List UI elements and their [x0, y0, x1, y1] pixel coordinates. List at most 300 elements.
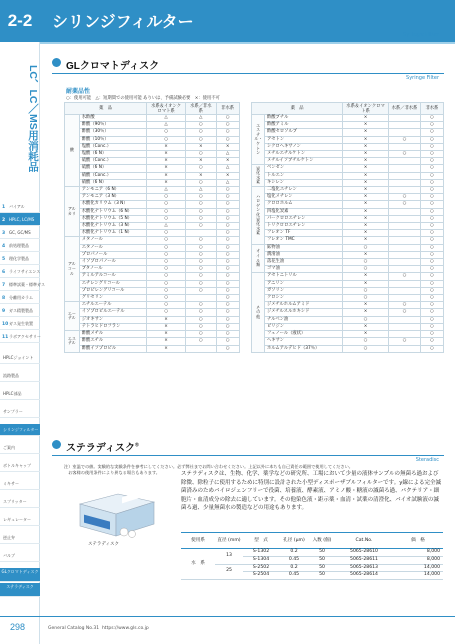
- nav-chapter-number: 8: [2, 296, 6, 301]
- resistance-symbol: ○: [420, 165, 443, 172]
- resistance-symbol: ○: [186, 151, 217, 158]
- chemical-name: 酢酸イソプロピル: [79, 345, 146, 352]
- resistance-symbol: ×: [342, 136, 388, 143]
- resistance-symbol: [389, 122, 421, 129]
- qty-cell: 50: [309, 549, 335, 557]
- resistance-symbol: ○: [186, 208, 217, 215]
- resistance-symbol: ×: [342, 158, 388, 165]
- resistance-symbol: ×: [186, 158, 217, 165]
- resistance-symbol: ○: [216, 129, 239, 136]
- resistance-symbol: ○: [216, 194, 239, 201]
- resistance-symbol: ○: [342, 259, 388, 266]
- resistance-symbol: ○: [216, 295, 239, 302]
- resistance-symbol: ○: [389, 273, 421, 280]
- nav-chapter-label: 分離用カラム: [9, 295, 33, 300]
- chemical-name: ナルベン油: [264, 316, 342, 323]
- nav-chapter-label: ガス発生装置: [9, 321, 33, 326]
- resistance-symbol: ○: [186, 323, 217, 330]
- chemical-name: パークロロエチレン: [264, 215, 342, 222]
- resistance-symbol: ○: [216, 287, 239, 294]
- resistance-symbol: ○: [389, 194, 421, 201]
- resistance-symbol: [389, 295, 421, 302]
- qty-cell: 50: [309, 556, 335, 564]
- resistance-symbol: ○: [216, 338, 239, 345]
- resistance-symbol: ○: [186, 273, 217, 280]
- chemical-name: クロロホルム: [264, 201, 342, 208]
- nav-chapter-number: 1: [2, 205, 6, 210]
- resistance-symbol: ○: [420, 273, 443, 280]
- resistance-symbol: ○: [147, 273, 186, 280]
- col-model: 型 式: [243, 533, 279, 549]
- resistance-symbol: ×: [147, 179, 186, 186]
- resistance-symbol: ○: [216, 273, 239, 280]
- chemical-name: 酢酸（10％）: [79, 136, 146, 143]
- resistance-symbol: ○: [420, 208, 443, 215]
- resistance-symbol: △: [216, 151, 239, 158]
- resistance-symbol: ○: [147, 237, 186, 244]
- chemical-name: シクロヘキサノン: [264, 143, 342, 150]
- product-header-row: [181, 533, 443, 549]
- resistance-symbol: △: [147, 223, 186, 230]
- model-cell: S-2502: [243, 564, 279, 572]
- resistance-symbol: ○: [420, 129, 443, 136]
- resistance-symbol: ○: [147, 309, 186, 316]
- group-label: アルコール: [65, 237, 80, 302]
- chemical-name: トリクロロエチレン: [264, 223, 342, 230]
- resistance-symbol: ○: [186, 194, 217, 201]
- resistance-symbol: ×: [186, 172, 217, 179]
- resistance-symbol: ×: [342, 309, 388, 316]
- resistance-symbol: [389, 316, 421, 323]
- resistance-symbol: ×: [342, 179, 388, 186]
- nav-chapter-7[interactable]: [0, 278, 45, 291]
- resistance-symbol: ○: [420, 287, 443, 294]
- resistance-symbol: [389, 115, 421, 122]
- resistance-symbol: [389, 158, 421, 165]
- nav-chapter-number: 3: [2, 231, 6, 236]
- nav-sub-item[interactable]: ステラディスク: [0, 583, 40, 597]
- resistance-symbol: [389, 237, 421, 244]
- chemical-resistance-table: [64, 102, 444, 353]
- chemical-name: エタノール: [79, 244, 146, 251]
- resistance-symbol: ○: [420, 115, 443, 122]
- resistance-symbol: ○: [420, 143, 443, 150]
- resistance-symbol: ○: [216, 251, 239, 258]
- resistance-symbol: [389, 280, 421, 287]
- resistance-symbol: ○: [420, 215, 443, 222]
- chemical-name: フレオン TMC: [264, 237, 342, 244]
- resistance-symbol: ×: [216, 158, 239, 165]
- resistance-symbol: △: [186, 115, 217, 122]
- chapter-category: LC、LC／MS用消耗品: [27, 64, 39, 172]
- resistance-symbol: ○: [216, 302, 239, 309]
- resistance-symbol: ○: [216, 115, 239, 122]
- catno-cell: 5065-28611: [335, 556, 393, 564]
- nav-sub-item[interactable]: サンプラー: [0, 406, 40, 418]
- chemical-name: 酢酸ブチル: [264, 115, 342, 122]
- resistance-symbol: [389, 266, 421, 273]
- resistance-symbol: ×: [342, 280, 388, 287]
- section2-title: ステラディスク®: [66, 442, 139, 454]
- section2-rule: [52, 455, 444, 456]
- resistance-symbol: ○: [389, 338, 421, 345]
- resistance-symbol: ○: [420, 136, 443, 143]
- resistance-symbol: ○: [186, 280, 217, 287]
- resistance-symbol: [389, 251, 421, 258]
- section2-title-en: Steradisc: [415, 457, 439, 463]
- resistance-symbol: ○: [216, 201, 239, 208]
- resistance-symbol: ×: [342, 172, 388, 179]
- nav-chapter-label: バイアル: [9, 204, 25, 209]
- chemical-name: 水酸化カリウム（3 N）: [79, 201, 146, 208]
- resistance-symbol: ×: [342, 208, 388, 215]
- resistance-symbol: ○: [147, 295, 186, 302]
- nav-chapter-11[interactable]: [0, 330, 40, 343]
- chemical-name: ジメチルスルホキシド: [264, 309, 342, 316]
- resistance-symbol: ○: [147, 244, 186, 251]
- chemical-name: テトラヒドロフラン: [79, 323, 146, 330]
- chemical-name: アニリン: [264, 280, 342, 287]
- resistance-symbol: ○: [216, 208, 239, 215]
- table-row: [181, 564, 443, 572]
- col-header-nonaq: 非水系: [216, 103, 239, 115]
- resistance-symbol: ○: [389, 309, 421, 316]
- group-label: 酸: [65, 115, 80, 187]
- section-bullet-icon: [52, 440, 61, 449]
- chemical-name: イソプロパノール: [79, 259, 146, 266]
- resistance-symbol: ×: [342, 115, 388, 122]
- page-title: シリンジフィルター: [52, 14, 194, 31]
- chemical-name: フェノール（液状）: [264, 331, 342, 338]
- resistance-symbol: ○: [216, 280, 239, 287]
- nav-sub-item[interactable]: 流路製品: [0, 370, 40, 382]
- resistance-symbol: ○: [420, 331, 443, 338]
- resistance-symbol: ○: [186, 237, 217, 244]
- resistance-symbol: ○: [420, 251, 443, 258]
- resistance-symbol: [389, 331, 421, 338]
- resistance-symbol: ○: [420, 172, 443, 179]
- chemical-name: メタノール: [79, 237, 146, 244]
- page-title-en: Syringe Filter: [402, 32, 439, 38]
- resistance-symbol: ×: [147, 316, 186, 323]
- chemical-name: 二塩化エチレン: [264, 187, 342, 194]
- group-label: エステル・ケトン: [252, 115, 265, 165]
- nav-sub-item[interactable]: バルブ: [0, 550, 40, 562]
- resistance-symbol: ○: [147, 208, 186, 215]
- chemical-name: ベンゼン: [264, 165, 342, 172]
- resistance-symbol: ○: [342, 244, 388, 251]
- resistance-symbol: ○: [216, 266, 239, 273]
- resistance-symbol: ○: [389, 302, 421, 309]
- resistance-symbol: ○: [389, 201, 421, 208]
- nav-chapter-label: ライフサイエンス: [9, 269, 41, 274]
- model-cell: S-1304: [243, 556, 279, 564]
- chemical-name: エチレングリコール: [79, 280, 146, 287]
- nav-sub-item[interactable]: レギュレーター: [0, 514, 40, 526]
- chemical-name: メチルイソブチルケトン: [264, 158, 342, 165]
- nav-chapter-3[interactable]: [0, 226, 40, 239]
- resistance-symbol: [389, 215, 421, 222]
- resistance-symbol: ×: [342, 273, 388, 280]
- resistance-symbol: ×: [147, 143, 186, 150]
- resistance-symbol: ○: [147, 280, 186, 287]
- resistance-symbol: ○: [420, 151, 443, 158]
- resistance-symbol: ○: [342, 287, 388, 294]
- nav-chapter-number: 9: [2, 309, 6, 314]
- resistance-symbol: ○: [186, 331, 217, 338]
- resistance-symbol: [389, 129, 421, 136]
- resistance-symbol: [186, 230, 217, 237]
- nav-sub-item[interactable]: ご案内: [0, 442, 40, 454]
- resistance-symbol: ×: [147, 151, 186, 158]
- table-header-row: [65, 103, 444, 115]
- resistance-symbol: ○: [420, 187, 443, 194]
- resistance-symbol: ×: [342, 237, 388, 244]
- nav-chapter-label: GC, GC/MS: [9, 230, 31, 235]
- nav-chapter-10[interactable]: [0, 317, 40, 330]
- chemical-name: ジメチルホルムアミド: [264, 302, 342, 309]
- resistance-symbol: ○: [186, 244, 217, 251]
- resistance-symbol: ○: [186, 165, 217, 172]
- chemical-name: ホルムアルデヒド（37％）: [264, 345, 342, 352]
- qty-cell: 50: [309, 564, 335, 572]
- col-header-aq-nonaq-2: 水系／非水系: [389, 103, 421, 115]
- chemical-name: 塩酸（6 N）: [79, 151, 146, 158]
- chemical-name: ジオキサン: [79, 316, 146, 323]
- resistance-symbol: ○: [420, 266, 443, 273]
- resistance-symbol: ○: [186, 179, 217, 186]
- nav-chapter-9[interactable]: [0, 304, 40, 317]
- nav-chapter-number: 10: [2, 322, 9, 327]
- diameter-cell: 13: [215, 549, 243, 565]
- resistance-symbol: ×: [147, 165, 186, 172]
- nav-chapter-8[interactable]: [0, 291, 40, 304]
- resistance-symbol: ×: [147, 331, 186, 338]
- resistance-symbol: ○: [216, 187, 239, 194]
- chemical-name: 硝酸（6 N）: [79, 179, 146, 186]
- chapter-tab: 2-2: [0, 0, 40, 42]
- nav-sub-item[interactable]: シリンジフィルター: [0, 424, 40, 436]
- resistance-symbol: [186, 345, 217, 352]
- resistance-symbol: ○: [186, 223, 217, 230]
- resistance-symbol: △: [216, 165, 239, 172]
- resistance-symbol: ○: [186, 287, 217, 294]
- resistance-symbol: ○: [342, 266, 388, 273]
- catno-cell: 5065-28610: [335, 549, 393, 557]
- system-cell: 水 系: [181, 549, 215, 580]
- col-system: 使用系: [181, 533, 215, 549]
- chemical-name: メチルエチルケトン: [264, 151, 342, 158]
- resistance-symbol: ○: [420, 309, 443, 316]
- resistance-symbol: ○: [342, 295, 388, 302]
- price-cell: 8,000: [393, 556, 443, 564]
- resistance-symbol: ×: [147, 158, 186, 165]
- col-qty: 入数 (個): [309, 533, 335, 549]
- chemical-name: アミルアルコール: [79, 273, 146, 280]
- resistance-symbol: ○: [420, 323, 443, 330]
- resistance-symbol: ○: [147, 302, 186, 309]
- resistance-symbol: ○: [389, 151, 421, 158]
- chemical-name: ブタノール: [79, 266, 146, 273]
- table-row: [65, 115, 444, 122]
- chemical-name: 水酸化ナトリウム（3 N）: [79, 223, 146, 230]
- resistance-symbol: ○: [186, 266, 217, 273]
- nav-sub-item[interactable]: 逆止弁: [0, 532, 40, 544]
- resistance-symbol: ○: [420, 345, 443, 352]
- resistance-symbol: ×: [342, 187, 388, 194]
- group-label: アルカリ: [65, 187, 80, 237]
- nav-sub-item[interactable]: HPLCジョイント: [0, 352, 40, 364]
- resistance-symbol: ×: [342, 331, 388, 338]
- resistance-symbol: ○: [186, 309, 217, 316]
- resistance-symbol: ○: [420, 259, 443, 266]
- product-image: [74, 482, 160, 540]
- resistance-symbol: [186, 295, 217, 302]
- resistance-symbol: ×: [342, 215, 388, 222]
- chemical-name: アセトニトリル: [264, 273, 342, 280]
- resistance-symbol: ×: [342, 143, 388, 150]
- resistance-symbol: ○: [147, 129, 186, 136]
- resistance-symbol: ○: [186, 302, 217, 309]
- resistance-symbol: ○: [147, 266, 186, 273]
- resistance-symbol: ○: [342, 345, 388, 352]
- section1-title: GLクロマトディスク: [66, 61, 160, 72]
- resistance-symbol: [389, 244, 421, 251]
- resistance-symbol: ×: [186, 143, 217, 150]
- product-image-caption: ステラディスク: [88, 542, 120, 547]
- resistance-symbol: ×: [342, 194, 388, 201]
- table-row: [181, 549, 443, 557]
- resistance-symbol: ○: [420, 338, 443, 345]
- resistance-symbol: ○: [186, 316, 217, 323]
- resistance-symbol: ○: [216, 136, 239, 143]
- table-row: [65, 187, 444, 194]
- nav-chapter-label: 理化学製品: [9, 256, 29, 261]
- nav-chapter-number: 4: [2, 244, 6, 249]
- footer-url[interactable]: https://www.gls.co.jp: [101, 626, 149, 631]
- chemical-name: 水酸化ナトリウム（6 N）: [79, 208, 146, 215]
- resistance-symbol: ×: [342, 302, 388, 309]
- resistance-heading: 耐薬品性: [66, 88, 91, 95]
- resistance-symbol: ○: [216, 230, 239, 237]
- resistance-symbol: ○: [186, 122, 217, 129]
- pore-cell: 0.2: [279, 549, 309, 557]
- model-cell: S-2504: [243, 572, 279, 580]
- resistance-symbol: ○: [420, 316, 443, 323]
- resistance-symbol: ×: [342, 230, 388, 237]
- nav-chapter-label: 標準試薬・標準ガス: [9, 282, 45, 287]
- chemical-name: ガソリン: [264, 287, 342, 294]
- col-catno: Cat.No.: [335, 533, 393, 549]
- page-header: [40, 0, 455, 42]
- resistance-symbol: ×: [342, 122, 388, 129]
- chemical-name: 潤滑油: [264, 251, 342, 258]
- resistance-symbol: ×: [342, 323, 388, 330]
- chemical-name: エチルエーテル: [79, 302, 146, 309]
- group-label: オイル類: [252, 244, 265, 273]
- nav-chapter-number: 2: [2, 218, 6, 223]
- resistance-symbol: ×: [342, 129, 388, 136]
- resistance-symbol: ○: [420, 280, 443, 287]
- resistance-symbol: ×: [342, 165, 388, 172]
- chemical-name: イソプロピルエーテル: [79, 309, 146, 316]
- chemical-name: 水酸化ナトリウム（1 N）: [79, 230, 146, 237]
- chemical-name: グリセリン: [79, 295, 146, 302]
- resistance-symbol: [389, 345, 421, 352]
- nav-chapter-5[interactable]: [0, 252, 40, 265]
- chemical-name: 酢酸アミル: [264, 122, 342, 129]
- nav-chapter-6[interactable]: [0, 265, 40, 278]
- resistance-symbol: ×: [342, 251, 388, 258]
- nav-sub-item[interactable]: GLクロマトディスク: [0, 568, 40, 582]
- chemical-name: フレオン TF: [264, 230, 342, 237]
- chemical-name: 四塩化炭素: [264, 208, 342, 215]
- chemical-name: ゴマ油: [264, 266, 342, 273]
- resistance-symbol: ×: [216, 172, 239, 179]
- chemical-name: 硫酸（Conc.）: [79, 158, 146, 165]
- resistance-symbol: ×: [216, 143, 239, 150]
- chemical-name: アンモニア（3 N）: [79, 194, 146, 201]
- nav-sub-item[interactable]: スプリッター: [0, 496, 40, 508]
- footer-rule: [0, 616, 455, 617]
- chemical-name: 水酸化ナトリウム（5 N）: [79, 215, 146, 222]
- col-header-chem-2: 薬 品: [252, 103, 343, 115]
- resistance-symbol: ○: [186, 251, 217, 258]
- pore-cell: 0.2: [279, 564, 309, 572]
- resistance-symbol: ○: [420, 244, 443, 251]
- resistance-legend: ○：使用可能 △：短期間での使用可能 ありいは、予備試験必要 ×：使用不可: [66, 96, 220, 101]
- nav-chapter-1[interactable]: [0, 200, 40, 213]
- nav-chapter-4[interactable]: [0, 239, 40, 252]
- resistance-symbol: ○: [186, 136, 217, 143]
- resistance-symbol: ○: [216, 345, 239, 352]
- section-bullet-icon: [52, 58, 61, 67]
- resistance-symbol: [389, 179, 421, 186]
- resistance-symbol: ○: [216, 237, 239, 244]
- resistance-symbol: ○: [216, 215, 239, 222]
- nav-chapter-number: 11: [2, 335, 9, 340]
- resistance-symbol: ○: [389, 136, 421, 143]
- resistance-symbol: ○: [342, 338, 388, 345]
- side-navigation: [0, 0, 45, 644]
- resistance-symbol: ○: [147, 136, 186, 143]
- nav-chapter-2[interactable]: [0, 213, 40, 226]
- chemical-name: 落花生油: [264, 259, 342, 266]
- resistance-symbol: ○: [420, 230, 443, 237]
- resistance-symbol: ○: [342, 316, 388, 323]
- nav-sub-item[interactable]: HPLC部品: [0, 388, 40, 400]
- chemical-name: ピリジン: [264, 323, 342, 330]
- resistance-symbol: ○: [420, 122, 443, 129]
- resistance-symbol: [389, 165, 421, 172]
- price-cell: 8,000: [393, 549, 443, 557]
- resistance-symbol: ○: [147, 230, 186, 237]
- chemical-name: アンモニア（6 N）: [79, 187, 146, 194]
- resistance-symbol: ×: [147, 345, 186, 352]
- col-pore: 孔径 (μm): [279, 533, 309, 549]
- resistance-symbol: ○: [186, 215, 217, 222]
- resistance-symbol: [389, 143, 421, 150]
- note-line: お客様の使用条件により異なる場合もあります。: [64, 470, 160, 475]
- nav-sub-item[interactable]: ボトルキャップ: [0, 460, 40, 472]
- model-cell: S-1302: [243, 549, 279, 557]
- product-description: ステラディスクは、生物、化学、薬学などの研究所、工場において少量の液体サンプルの無菌ろ過および除微、除粒子に使用するために特別に設計された小型ディスポーザブルフィルターです。y線による完全滅菌済みのためバイロジェンフリーで役菌、培養液、酵素液、アミノ酸・糖液の滅菌ろ過、バクテリア・細胞片・血清成分の除去に適しています。その他染色液・距示薬・血清・試薬の清澄化、バイオ試験液の滅菌ろ過、少量無菌水の製造などの用途もあります。: [181, 471, 441, 512]
- group-label: その他: [252, 273, 265, 352]
- chemical-name: 鉱物油: [264, 244, 342, 251]
- nav-sub-item[interactable]: ミキサー: [0, 478, 40, 490]
- resistance-symbol: [389, 259, 421, 266]
- resistance-symbol: ○: [147, 251, 186, 258]
